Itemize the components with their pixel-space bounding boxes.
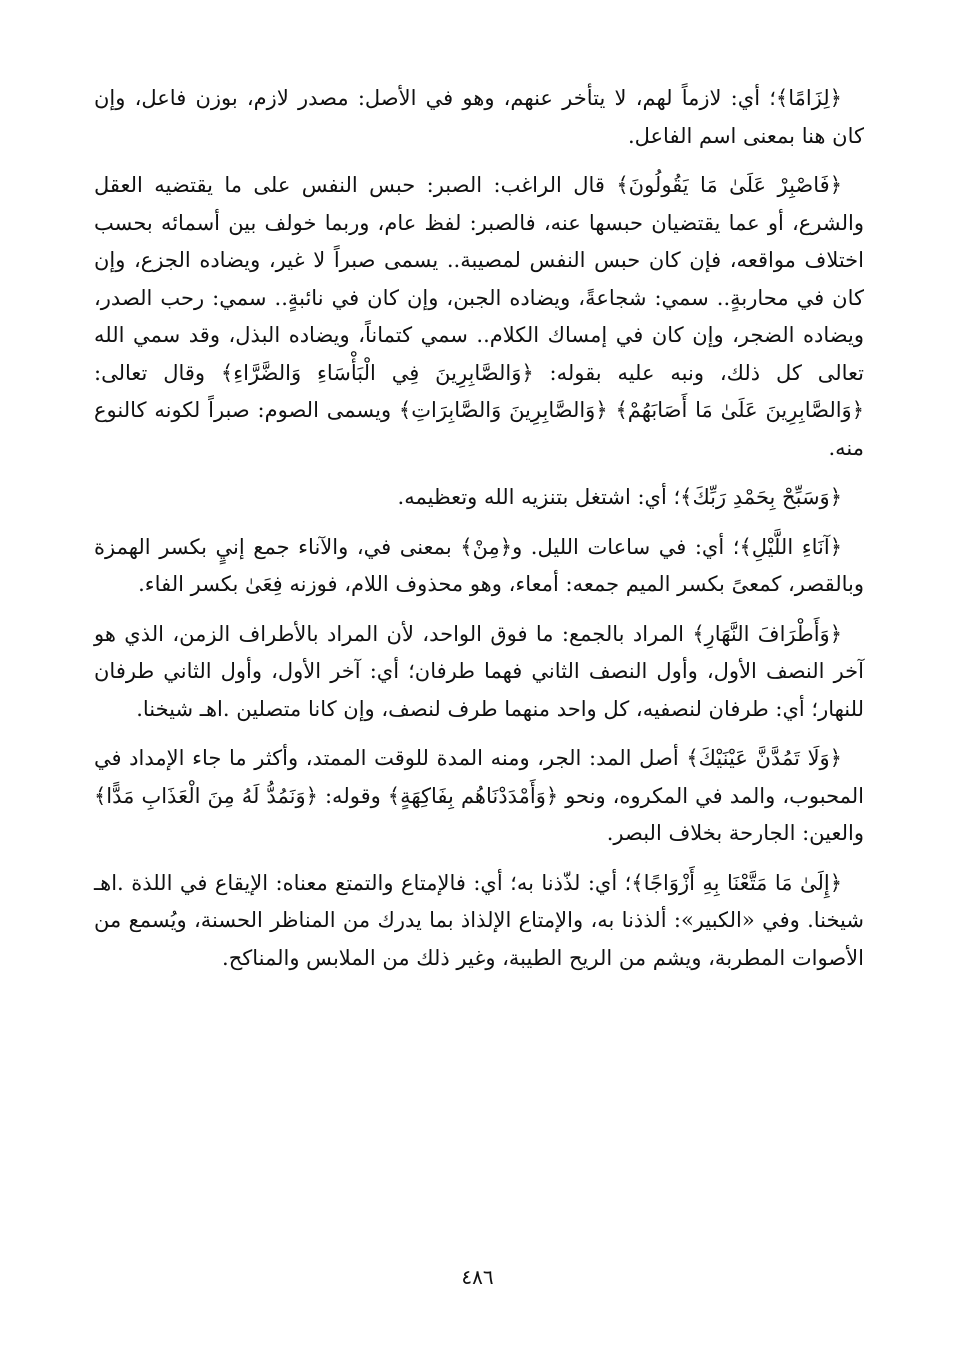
paragraph-anai-allayl: ﴿آنَاءِ اللَّيْلِ﴾؛ أي: في ساعات الليل. و﴿مِنْ﴾ بمعنى في، والآناء جمع إنيٍ بكسر الهمزة وبالقصر، كمعىً بكسر الميم جمعه: أمعاء، وهو محذوف اللام، فوزنه فِعَىٰ بكسر الفاء. bbox=[94, 534, 864, 596]
page-number: ٤٨٦ bbox=[461, 1265, 494, 1289]
paragraph-fasbir: ﴿فَاصْبِرْ عَلَىٰ مَا يَقُولُونَ﴾ قال الراغب: الصبر: حبس النفس على ما يقتضيه العقل والشرع، أو عما يقتضيان حبسها عنه، فالصبر: لفظ عام، وربما خولف بين أسمائه بحسب اختلاف مواقعه، فإن كان حبس النفس لمصيبة.. يسمى صبراً لا غير، ويضاده الجزع، وإن كان في محاربةٍ.. سمي: شجاعةً، ويضاده الجبن، وإن كان في نائبةٍ.. سمي: رحب الصدر، ويضاده الضجر، وإن كان في إمساك الكلام.. سمي كتماناً، ويضاده البذل، وقد سمي الله تعالى كل ذلك، ونبه عليه بقوله: ﴿وَالصَّابِرِينَ فِي الْبَأْسَاءِ وَالضَّرَّاءِ﴾ وقال تعالى: ﴿وَالصَّابِرِينَ عَلَىٰ مَا أَصَابَهُمْ﴾ ﴿وَالصَّابِرِينَ وَالصَّابِرَاتِ﴾ ويسمى الصوم: صبراً لكونه كالنوع منه. bbox=[94, 173, 864, 460]
paragraph-lizaman: ﴿لِزَامًا﴾؛ أي: لازماً لهم، لا يتأخر عنهم، وهو في الأصل: مصدر لازم، بوزن فاعل، وإن كان هنا بمعنى اسم الفاعل. bbox=[94, 86, 864, 148]
paragraph-wasabbih: ﴿وَسَبِّحْ بِحَمْدِ رَبِّكَ﴾؛ أي: اشتغل بتنزيه الله وتعظيمه. bbox=[397, 485, 842, 509]
paragraph-atraf-annahar: ﴿وَأَطْرَافَ النَّهَارِ﴾ المراد بالجمع: ما فوق الواحد، لأن المراد بالأطراف الزمن، الذي هو آخر النصف الأول، وأول النصف الثاني فهما طرفان؛ أي: آخر الأول، وأول الثاني طرفان للنهار؛ أي: طرفان لنصفيه، كل واحد منهما طرف لنصف، وإن كانا متصلين .اهـ شيخنا. bbox=[94, 621, 864, 721]
paragraph-ma-mattana: ﴿إِلَىٰ مَا مَتَّعْنَا بِهِ أَزْوَاجًا﴾؛ أي: لذّذنا به؛ أي: فالإمتاع والتمتع معناه: الإيقاع في اللذة .اهـ شيخنا. وفي «الكبير»: ألذذنا به، والإمتاع الإلذاذ بما يدرك من المناظر الحسنة، ويُسمع من الأصوات المطربة، ويشم من الريح الطيبة، وغير ذلك من الملابس والمناكح. bbox=[94, 870, 864, 970]
page-body bbox=[94, 80, 864, 989]
paragraph-la-tamuddanna: ﴿وَلَا تَمُدَّنَّ عَيْنَيْكَ﴾ أصل المد: الجر، ومنه المدة للوقت الممتد، وأكثر ما جاء الإمداد في المحبوب، والمد في المكروه، ونحو ﴿وَأَمْدَدْنَاهُم بِفَاكِهَةٍ﴾ وقوله: ﴿وَنَمُدُّ لَهُ مِنَ الْعَذَابِ مَدًّا﴾ والعين: الجارحة بخلاف البصر. bbox=[94, 746, 864, 845]
